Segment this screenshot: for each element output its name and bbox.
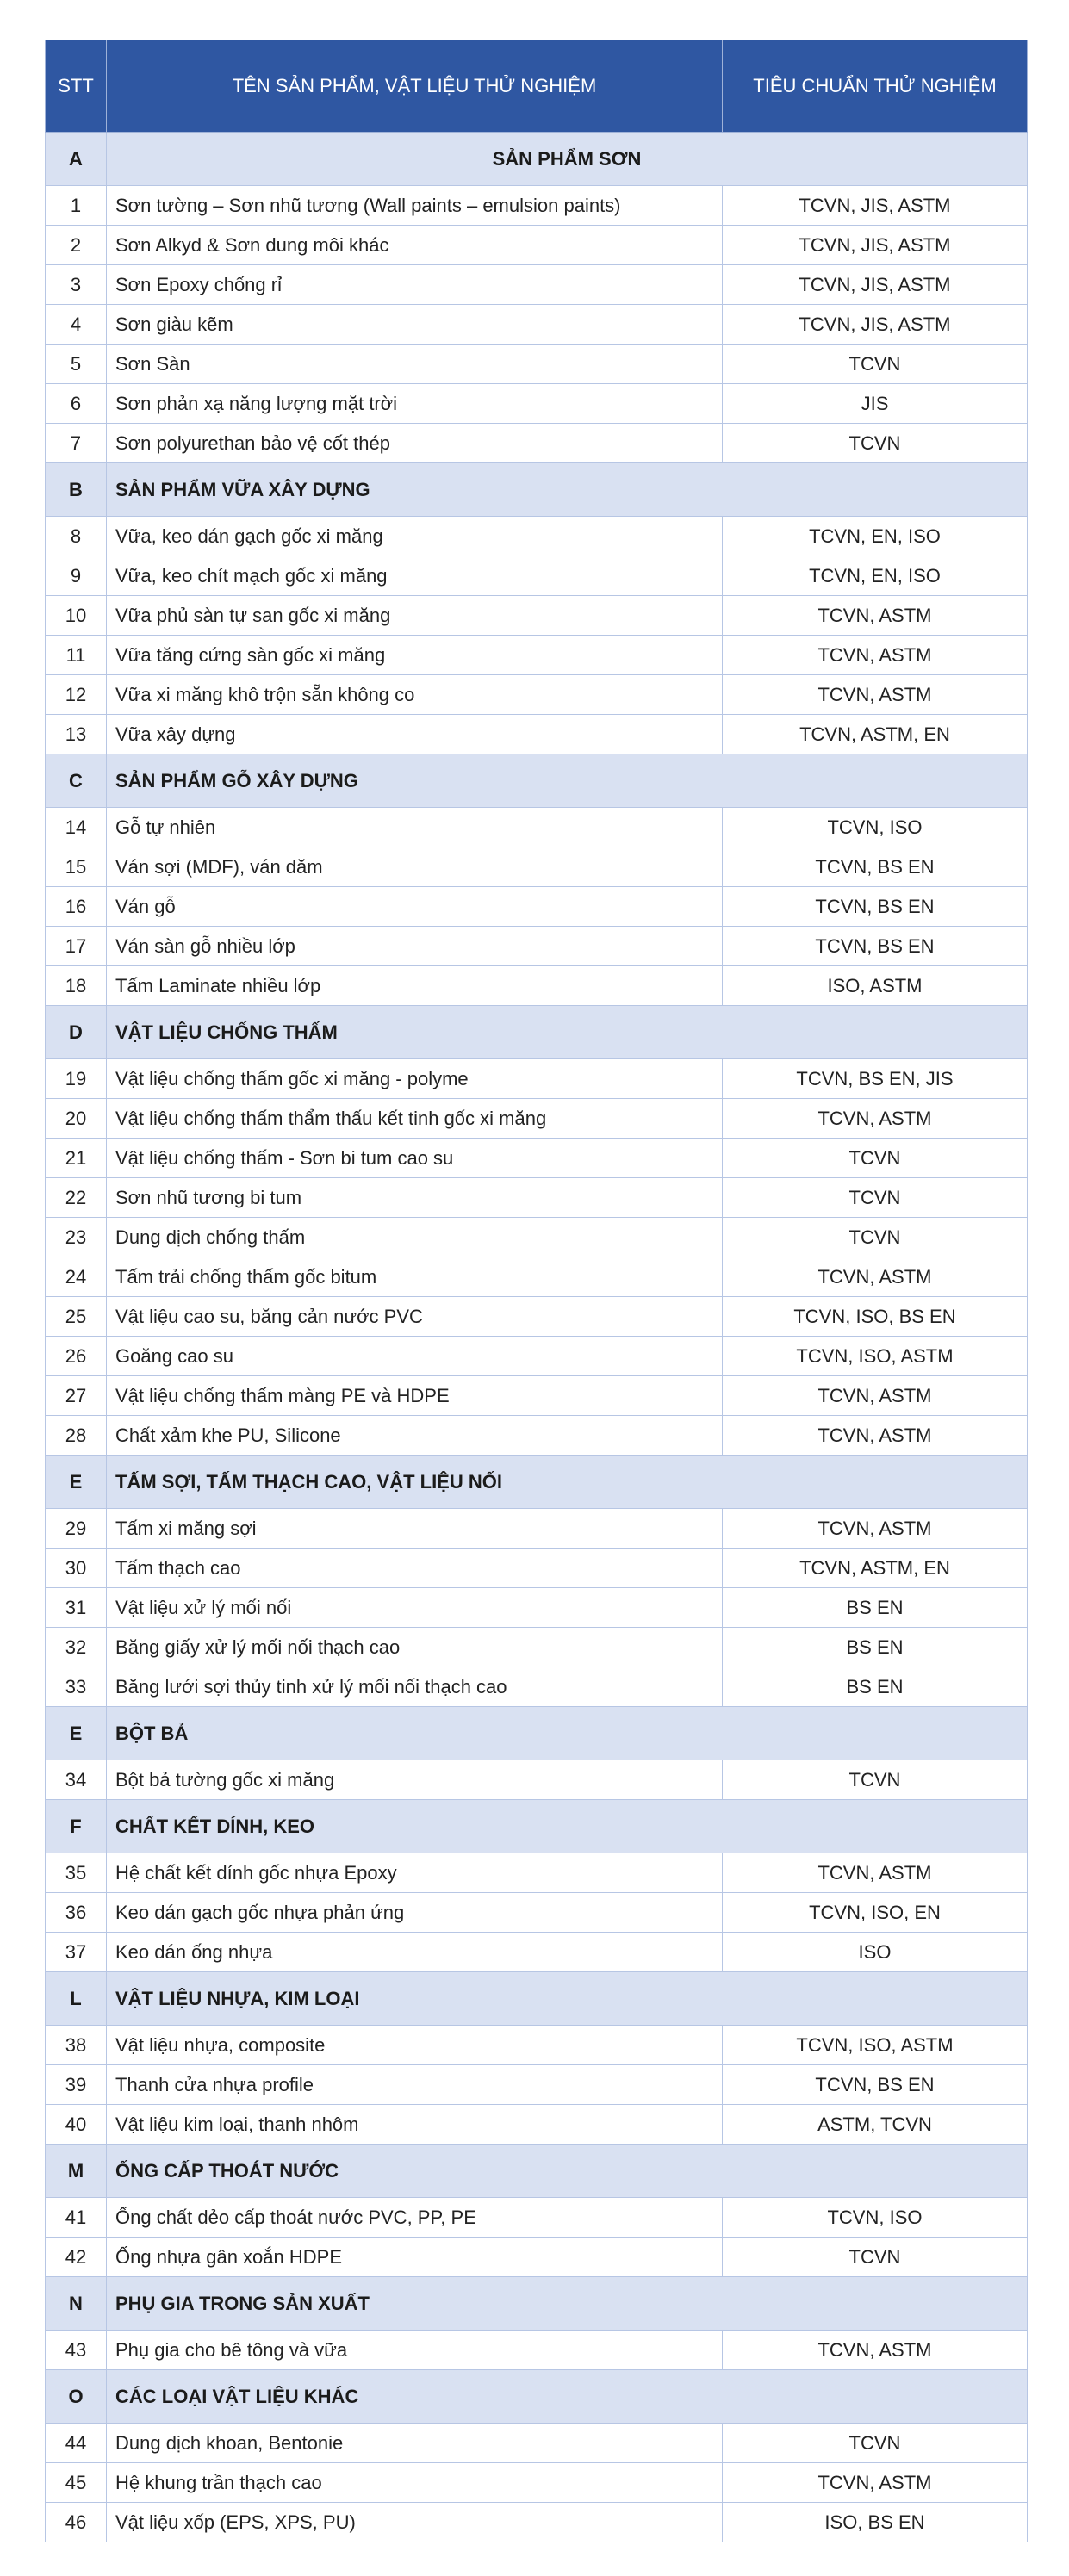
row-test-standard: TCVN <box>723 345 1028 384</box>
header-row <box>46 40 1028 133</box>
row-stt: 16 <box>46 887 107 927</box>
table-row <box>46 2026 1028 2065</box>
row-stt: 17 <box>46 927 107 966</box>
table-row <box>46 2065 1028 2105</box>
row-stt: 42 <box>46 2238 107 2277</box>
row-test-standard: TCVN, EN, ISO <box>723 556 1028 596</box>
table-row <box>46 2238 1028 2277</box>
section-row <box>46 133 1028 186</box>
section-title: ỐNG CẤP THOÁT NƯỚC <box>107 2145 1028 2198</box>
row-stt: 32 <box>46 1628 107 1667</box>
section-title: SẢN PHẨM VỮA XÂY DỰNG <box>107 463 1028 517</box>
row-test-standard: BS EN <box>723 1628 1028 1667</box>
row-test-standard: TCVN, JIS, ASTM <box>723 305 1028 345</box>
row-stt: 43 <box>46 2331 107 2370</box>
row-test-standard: JIS <box>723 384 1028 424</box>
row-product-name: Sơn nhũ tương bi tum <box>107 1178 723 1218</box>
table-row <box>46 847 1028 887</box>
row-product-name: Vật liệu xử lý mối nối <box>107 1588 723 1628</box>
row-test-standard: TCVN <box>723 1760 1028 1800</box>
row-product-name: Dung dịch khoan, Bentonie <box>107 2424 723 2463</box>
row-product-name: Vữa phủ sàn tự san gốc xi măng <box>107 596 723 636</box>
row-stt: 33 <box>46 1667 107 1707</box>
table-row <box>46 384 1028 424</box>
table-row <box>46 1628 1028 1667</box>
section-title: VẬT LIỆU NHỰA, KIM LOẠI <box>107 1972 1028 2026</box>
row-product-name: Chất xảm khe PU, Silicone <box>107 1416 723 1456</box>
row-product-name: Vật liệu chống thấm gốc xi măng - polyme <box>107 1059 723 1099</box>
row-stt: 23 <box>46 1218 107 1257</box>
table-row <box>46 808 1028 847</box>
table-row <box>46 186 1028 226</box>
section-title: CHẤT KẾT DÍNH, KEO <box>107 1800 1028 1853</box>
table-row <box>46 2463 1028 2503</box>
table-row <box>46 596 1028 636</box>
table-row <box>46 265 1028 305</box>
row-stt: 18 <box>46 966 107 1006</box>
row-test-standard: TCVN <box>723 1178 1028 1218</box>
section-code: N <box>46 2277 107 2331</box>
row-stt: 45 <box>46 2463 107 2503</box>
row-product-name: Keo dán gạch gốc nhựa phản ứng <box>107 1893 723 1933</box>
row-product-name: Sơn tường – Sơn nhũ tương (Wall paints – emulsion paints) <box>107 186 723 226</box>
row-test-standard: TCVN, BS EN <box>723 847 1028 887</box>
section-row <box>46 1800 1028 1853</box>
row-test-standard: BS EN <box>723 1667 1028 1707</box>
row-stt: 19 <box>46 1059 107 1099</box>
header-product-name: TÊN SẢN PHẨM, VẬT LIỆU THỬ NGHIỆM <box>107 40 723 133</box>
row-stt: 36 <box>46 1893 107 1933</box>
row-product-name: Vật liệu chống thấm - Sơn bi tum cao su <box>107 1139 723 1178</box>
row-test-standard: ISO, BS EN <box>723 2503 1028 2542</box>
row-stt: 26 <box>46 1337 107 1376</box>
table-row <box>46 2331 1028 2370</box>
table-row <box>46 1667 1028 1707</box>
row-stt: 8 <box>46 517 107 556</box>
section-title: SẢN PHẨM SƠN <box>107 133 1028 186</box>
row-test-standard: TCVN, JIS, ASTM <box>723 186 1028 226</box>
row-test-standard: ASTM, TCVN <box>723 2105 1028 2145</box>
table-body <box>46 133 1028 2542</box>
row-product-name: Keo dán ống nhựa <box>107 1933 723 1972</box>
row-test-standard: TCVN, BS EN <box>723 927 1028 966</box>
row-test-standard: TCVN <box>723 1218 1028 1257</box>
row-stt: 9 <box>46 556 107 596</box>
section-row <box>46 2145 1028 2198</box>
row-product-name: Phụ gia cho bê tông và vữa <box>107 2331 723 2370</box>
section-code: E <box>46 1456 107 1509</box>
section-code: C <box>46 754 107 808</box>
row-product-name: Vật liệu nhựa, composite <box>107 2026 723 2065</box>
header-test-standard: TIÊU CHUẨN THỬ NGHIỆM <box>723 40 1028 133</box>
row-stt: 2 <box>46 226 107 265</box>
table-row <box>46 305 1028 345</box>
row-test-standard: ISO <box>723 1933 1028 1972</box>
row-product-name: Sơn phản xạ năng lượng mặt trời <box>107 384 723 424</box>
row-stt: 29 <box>46 1509 107 1549</box>
row-product-name: Ván sợi (MDF), ván dăm <box>107 847 723 887</box>
row-test-standard: TCVN, ASTM <box>723 1257 1028 1297</box>
section-code: D <box>46 1006 107 1059</box>
row-product-name: Vữa tăng cứng sàn gốc xi măng <box>107 636 723 675</box>
row-product-name: Vữa, keo chít mạch gốc xi măng <box>107 556 723 596</box>
table-row <box>46 1509 1028 1549</box>
row-product-name: Sơn giàu kẽm <box>107 305 723 345</box>
row-stt: 1 <box>46 186 107 226</box>
section-code: B <box>46 463 107 517</box>
table-row <box>46 226 1028 265</box>
row-product-name: Sơn polyurethan bảo vệ cốt thép <box>107 424 723 463</box>
row-test-standard: TCVN, ASTM <box>723 675 1028 715</box>
row-stt: 46 <box>46 2503 107 2542</box>
row-stt: 7 <box>46 424 107 463</box>
row-stt: 22 <box>46 1178 107 1218</box>
row-product-name: Vữa xi măng khô trộn sẵn không co <box>107 675 723 715</box>
table-row <box>46 1933 1028 1972</box>
row-product-name: Thanh cửa nhựa profile <box>107 2065 723 2105</box>
row-test-standard: TCVN <box>723 2424 1028 2463</box>
table-row <box>46 1760 1028 1800</box>
row-stt: 20 <box>46 1099 107 1139</box>
row-test-standard: TCVN, ISO, ASTM <box>723 1337 1028 1376</box>
section-code: F <box>46 1800 107 1853</box>
row-test-standard: TCVN <box>723 2238 1028 2277</box>
row-product-name: Vật liệu xốp (EPS, XPS, PU) <box>107 2503 723 2542</box>
section-title: SẢN PHẨM GỖ XÂY DỰNG <box>107 754 1028 808</box>
section-row <box>46 1006 1028 1059</box>
row-test-standard: TCVN, EN, ISO <box>723 517 1028 556</box>
row-product-name: Băng lưới sợi thủy tinh xử lý mối nối thạch cao <box>107 1667 723 1707</box>
row-stt: 39 <box>46 2065 107 2105</box>
section-row <box>46 463 1028 517</box>
row-stt: 35 <box>46 1853 107 1893</box>
row-test-standard: TCVN, BS EN <box>723 2065 1028 2105</box>
row-product-name: Ván gỗ <box>107 887 723 927</box>
row-product-name: Tấm xi măng sợi <box>107 1509 723 1549</box>
row-product-name: Sơn Alkyd & Sơn dung môi khác <box>107 226 723 265</box>
row-test-standard: TCVN <box>723 1139 1028 1178</box>
row-product-name: Ống chất dẻo cấp thoát nước PVC, PP, PE <box>107 2198 723 2238</box>
section-code: O <box>46 2370 107 2424</box>
table-row <box>46 1297 1028 1337</box>
row-test-standard: TCVN, ASTM <box>723 636 1028 675</box>
section-title: BỘT BẢ <box>107 1707 1028 1760</box>
row-product-name: Vật liệu cao su, băng cản nước PVC <box>107 1297 723 1337</box>
row-stt: 28 <box>46 1416 107 1456</box>
row-product-name: Vật liệu chống thấm màng PE và HDPE <box>107 1376 723 1416</box>
row-test-standard: BS EN <box>723 1588 1028 1628</box>
table-row <box>46 2105 1028 2145</box>
table-row <box>46 675 1028 715</box>
row-test-standard: TCVN, ASTM <box>723 2331 1028 2370</box>
row-stt: 21 <box>46 1139 107 1178</box>
table-row <box>46 1178 1028 1218</box>
table-row <box>46 2503 1028 2542</box>
section-code: L <box>46 1972 107 2026</box>
row-stt: 31 <box>46 1588 107 1628</box>
row-stt: 37 <box>46 1933 107 1972</box>
row-product-name: Ván sàn gỗ nhiều lớp <box>107 927 723 966</box>
section-title: PHỤ GIA TRONG SẢN XUẤT <box>107 2277 1028 2331</box>
row-test-standard: TCVN, JIS, ASTM <box>723 265 1028 305</box>
row-product-name: Ống nhựa gân xoắn HDPE <box>107 2238 723 2277</box>
row-test-standard: TCVN <box>723 424 1028 463</box>
row-stt: 11 <box>46 636 107 675</box>
table-row <box>46 556 1028 596</box>
row-test-standard: TCVN, ISO <box>723 808 1028 847</box>
row-test-standard: TCVN, BS EN, JIS <box>723 1059 1028 1099</box>
row-stt: 34 <box>46 1760 107 1800</box>
table-row <box>46 424 1028 463</box>
row-product-name: Tấm thạch cao <box>107 1549 723 1588</box>
table-row <box>46 715 1028 754</box>
row-product-name: Gỗ tự nhiên <box>107 808 723 847</box>
row-stt: 24 <box>46 1257 107 1297</box>
row-stt: 38 <box>46 2026 107 2065</box>
table-row <box>46 887 1028 927</box>
row-stt: 10 <box>46 596 107 636</box>
test-standards-table-wrapper <box>45 40 1027 2542</box>
row-test-standard: TCVN, ASTM, EN <box>723 1549 1028 1588</box>
row-test-standard: TCVN, ASTM <box>723 1853 1028 1893</box>
row-test-standard: TCVN, ISO, EN <box>723 1893 1028 1933</box>
row-stt: 40 <box>46 2105 107 2145</box>
table-row <box>46 1549 1028 1588</box>
row-stt: 12 <box>46 675 107 715</box>
table-row <box>46 1099 1028 1139</box>
section-row <box>46 2277 1028 2331</box>
section-title: CÁC LOẠI VẬT LIỆU KHÁC <box>107 2370 1028 2424</box>
table-row <box>46 345 1028 384</box>
row-test-standard: ISO, ASTM <box>723 966 1028 1006</box>
section-row <box>46 1707 1028 1760</box>
section-row <box>46 1972 1028 2026</box>
row-test-standard: TCVN, ISO, BS EN <box>723 1297 1028 1337</box>
row-product-name: Goăng cao su <box>107 1337 723 1376</box>
row-test-standard: TCVN, ASTM <box>723 1416 1028 1456</box>
row-stt: 4 <box>46 305 107 345</box>
row-test-standard: TCVN, ASTM <box>723 2463 1028 2503</box>
section-code: A <box>46 133 107 186</box>
table-row <box>46 517 1028 556</box>
section-title: TẤM SỢI, TẤM THẠCH CAO, VẬT LIỆU NỐI <box>107 1456 1028 1509</box>
section-row <box>46 754 1028 808</box>
row-test-standard: TCVN, JIS, ASTM <box>723 226 1028 265</box>
row-product-name: Hệ chất kết dính gốc nhựa Epoxy <box>107 1853 723 1893</box>
table-row <box>46 1853 1028 1893</box>
table-row <box>46 2198 1028 2238</box>
row-test-standard: TCVN, ASTM <box>723 1099 1028 1139</box>
section-code: M <box>46 2145 107 2198</box>
row-product-name: Vữa xây dựng <box>107 715 723 754</box>
row-test-standard: TCVN, BS EN <box>723 887 1028 927</box>
table-row <box>46 1257 1028 1297</box>
table-row <box>46 1376 1028 1416</box>
row-stt: 15 <box>46 847 107 887</box>
row-test-standard: TCVN, ASTM <box>723 1376 1028 1416</box>
section-code: E <box>46 1707 107 1760</box>
row-product-name: Dung dịch chống thấm <box>107 1218 723 1257</box>
row-product-name: Vật liệu kim loại, thanh nhôm <box>107 2105 723 2145</box>
row-test-standard: TCVN, ASTM <box>723 1509 1028 1549</box>
table-row <box>46 2424 1028 2463</box>
table-header <box>46 40 1028 133</box>
row-product-name: Hệ khung trần thạch cao <box>107 2463 723 2503</box>
row-product-name: Tấm trải chống thấm gốc bitum <box>107 1257 723 1297</box>
row-product-name: Vật liệu chống thấm thẩm thấu kết tinh gốc xi măng <box>107 1099 723 1139</box>
section-row <box>46 1456 1028 1509</box>
row-stt: 3 <box>46 265 107 305</box>
row-product-name: Sơn Epoxy chống rỉ <box>107 265 723 305</box>
table-row <box>46 966 1028 1006</box>
row-test-standard: TCVN, ASTM, EN <box>723 715 1028 754</box>
row-stt: 5 <box>46 345 107 384</box>
row-stt: 13 <box>46 715 107 754</box>
table-row <box>46 1337 1028 1376</box>
table-row <box>46 1416 1028 1456</box>
test-standards-table <box>45 40 1028 2542</box>
row-stt: 6 <box>46 384 107 424</box>
row-test-standard: TCVN, ASTM <box>723 596 1028 636</box>
row-product-name: Tấm Laminate nhiều lớp <box>107 966 723 1006</box>
row-stt: 14 <box>46 808 107 847</box>
table-row <box>46 636 1028 675</box>
table-row <box>46 1139 1028 1178</box>
table-row <box>46 927 1028 966</box>
table-row <box>46 1218 1028 1257</box>
row-stt: 41 <box>46 2198 107 2238</box>
row-product-name: Băng giấy xử lý mối nối thạch cao <box>107 1628 723 1667</box>
table-row <box>46 1059 1028 1099</box>
row-product-name: Sơn Sàn <box>107 345 723 384</box>
row-test-standard: TCVN, ISO <box>723 2198 1028 2238</box>
row-product-name: Bột bả tường gốc xi măng <box>107 1760 723 1800</box>
row-test-standard: TCVN, ISO, ASTM <box>723 2026 1028 2065</box>
table-row <box>46 1588 1028 1628</box>
row-stt: 44 <box>46 2424 107 2463</box>
row-stt: 25 <box>46 1297 107 1337</box>
section-title: VẬT LIỆU CHỐNG THẤM <box>107 1006 1028 1059</box>
row-product-name: Vữa, keo dán gạch gốc xi măng <box>107 517 723 556</box>
header-stt: STT <box>46 40 107 133</box>
table-row <box>46 1893 1028 1933</box>
section-row <box>46 2370 1028 2424</box>
row-stt: 27 <box>46 1376 107 1416</box>
row-stt: 30 <box>46 1549 107 1588</box>
